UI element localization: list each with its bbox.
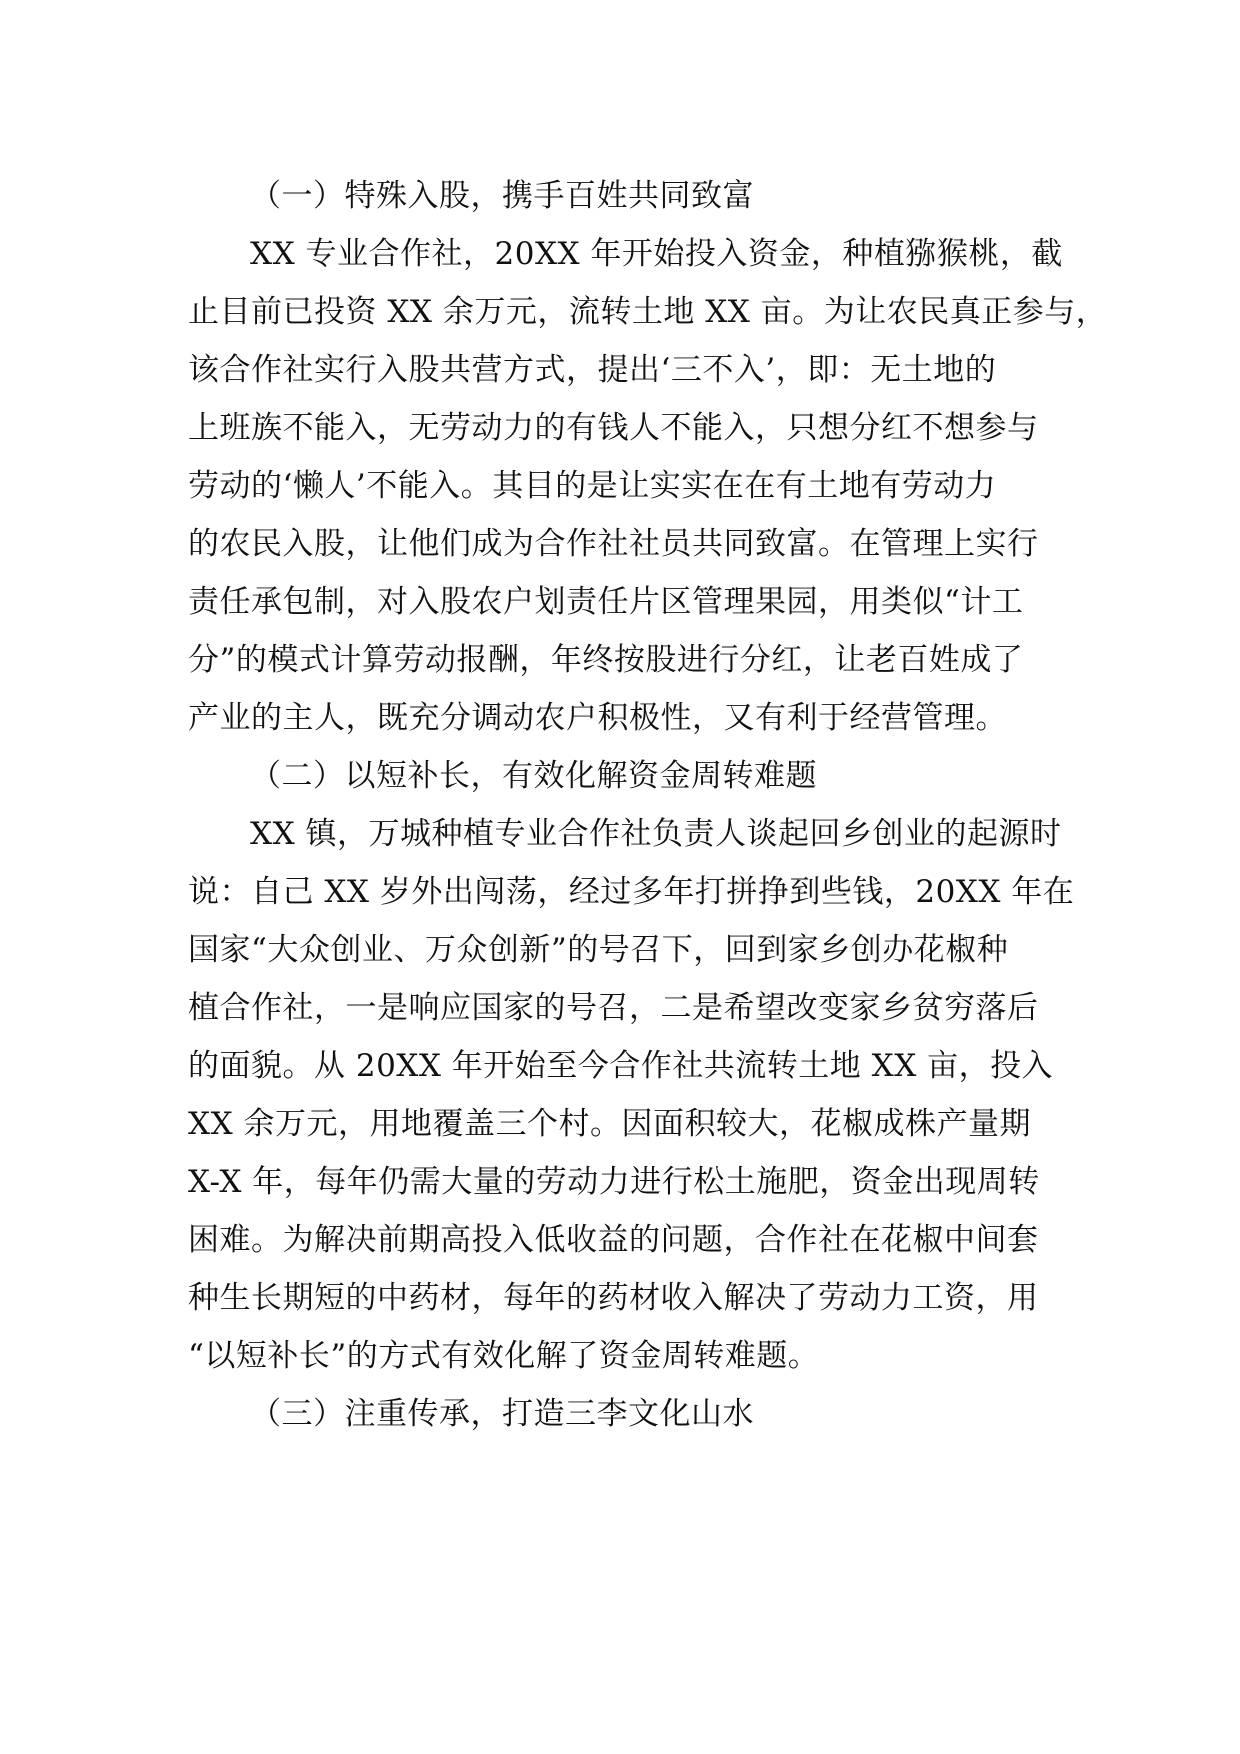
- paragraph-line: XX 余万元，用地覆盖三个村。因面积较大，花椒成株产量期: [188, 1106, 1031, 1142]
- paragraph-line: 种生长期短的中药材，每年的药材收入解决了劳动力工资，用: [188, 1280, 1039, 1316]
- paragraph-line: X-X 年，每年仍需大量的劳动力进行松土施肥，资金出现周转: [188, 1164, 1040, 1200]
- paragraph-line: 国家“大众创业、万众创新”的号召下，回到家乡创办花椒种: [188, 932, 1009, 968]
- paragraph-line: XX 专业合作社，20XX 年开始投入资金，种植猕猴桃，截: [250, 236, 1063, 272]
- paragraph-line: “以短补长”的方式有效化解了资金周转难题。: [188, 1338, 820, 1374]
- paragraph-line: 责任承包制，对入股农户划责任片区管理果园，用类似“计工: [188, 584, 1024, 620]
- section-heading-2: （二）以短补长，有效化解资金周转难题: [250, 758, 817, 794]
- paragraph-line: 困难。为解决前期高投入低收益的问题，合作社在花椒中间套: [188, 1222, 1039, 1258]
- paragraph-line: XX 镇，万城种植专业合作社负责人谈起回乡创业的起源时: [250, 816, 1062, 852]
- paragraph-line: 上班族不能入，无劳动力的有钱人不能入，只想分红不想参与: [188, 410, 1039, 446]
- paragraph-line: 说：自己 XX 岁外出闯荡，经过多年打拼挣到些钱，20XX 年在: [188, 874, 1075, 910]
- section-heading-1: （一）特殊入股，携手百姓共同致富: [250, 178, 754, 214]
- paragraph-line: 该合作社实行入股共营方式，提出‘三不入’，即：无土地的: [188, 352, 997, 388]
- paragraph-line: 产业的主人，既充分调动农户积极性，又有利于经营管理。: [188, 700, 1007, 736]
- paragraph-line: 劳动的‘懒人’不能入。其目的是让实实在在有土地有劳动力: [188, 468, 997, 504]
- paragraph-line: 止目前已投资 XX 余万元，流转土地 XX 亩。为让农民真正参与，: [188, 294, 1108, 330]
- paragraph-line: 植合作社，一是响应国家的号召，二是希望改变家乡贫穷落后: [188, 990, 1039, 1026]
- paragraph-line: 的面貌。从 20XX 年开始至今合作社共流转土地 XX 亩，投入: [188, 1048, 1054, 1084]
- section-heading-3: （三）注重传承，打造三李文化山水: [250, 1396, 754, 1432]
- paragraph-line: 分”的模式计算劳动报酬，年终按股进行分红，让老百姓成了: [188, 642, 1024, 678]
- paragraph-line: 的农民入股，让他们成为合作社社员共同致富。在管理上实行: [188, 526, 1039, 562]
